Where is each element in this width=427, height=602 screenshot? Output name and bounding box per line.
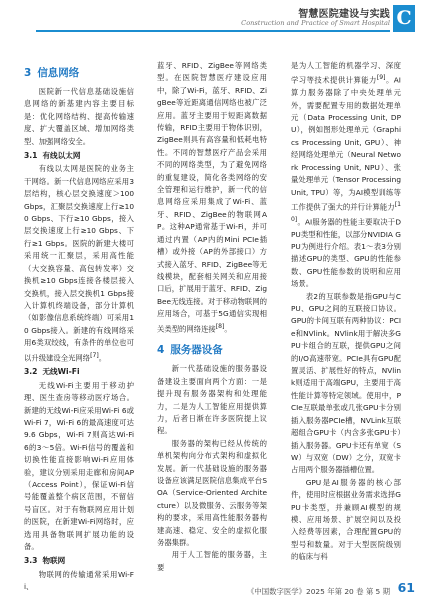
section-heading-4 [157, 343, 267, 357]
text-column-2 [157, 60, 267, 574]
paragraph: GPU是AI服务器的核心部件，使用时应根据业务需求选择GPU卡类型，并兼顾AI模型的规模、应用场景、扩展空间以及投入经费等因素，合理配置GPU的型号和数量。对于大型医院级别的临床与科 [291, 477, 401, 562]
journal-citation: 《中国数字医学》2025 年第 20 卷 第 5 期 [246, 587, 390, 596]
section-heading-3 [24, 66, 134, 80]
paragraph-text: 。AI服务器的性能主要取决于DPU类型和性能，以部分NVIDIA GPU为例进行介绍。表1～表3分别描述GPU的类型、GPU的性能参数、GPU性能参数的说明和应用场景。 [291, 217, 401, 289]
subsection-title: 无线Wi-Fi [42, 367, 80, 377]
text-column-1 [24, 60, 134, 594]
page-number: 61 [397, 580, 415, 595]
paragraph: 物联网的传输通常采用Wi-Fi、 [24, 569, 134, 592]
paragraph [24, 163, 134, 364]
journal-section-title: 智慧医院建设与实践 [298, 9, 390, 20]
paragraph: 无线Wi-Fi主要用于移动护理、医生查房等移动医疗场合。新建的无线Wi-Fi应采用Wi-Fi 6或Wi-Fi 7，Wi-Fi 6的最高速度可达9.6 Gbps，Wi-Fi 7则高达Wi-Fi 6的3～5倍。Wi-Fi信号的覆盖和切换性能直接影响Wi-Fi应用体验，建议分别采用走廊和房间AP（Access Point），保证Wi-Fi信号能覆盖整个病区范围，不留信号盲区。对于有物联网应用计划的医院，在新建Wi-Fi网络时，应选用具备物联网扩展功能的设备。 [24, 380, 134, 552]
section-title: 服务器设备 [170, 344, 223, 357]
journal-section-subtitle: Construction and Practice of Smart Hospital [241, 19, 390, 27]
paragraph: 医院新一代信息基础设施信息网络的新基建内容主要目标是：优化网络结构、提高传输速度、扩大覆盖区域、增加网络类型、加强网络安全。 [24, 87, 134, 146]
section-number: 3 [24, 67, 32, 79]
subsection-heading-3-3 [24, 555, 134, 567]
paragraph-end: 。 [98, 352, 107, 362]
paragraph-text: 蓝牙、RFID、ZigBee等网络类型。在医院智慧医疗建设应用中，除了Wi-Fi，蓝牙、RFID、ZigBee等近距离通信网络也被广泛应用。蓝牙主要用于短距离数据传输，RFID主要用于物体识别，ZigBee则具有高容量和低耗电特性。不同的智慧医疗产品会采用不同的网络类型，为了避免网络的重复建设，简化各类网络的安全管理和运行维护，新一代的信息网络应采用集成了Wi-Fi、蓝牙、RFID、ZigBee的物联网AP。这种AP通常基于Wi-Fi，并可通过内置（AP内的Mini PCIe插槽）或外接（AP的外部接口）方式接入蓝牙、RFID、ZigBee等无线模块，配套相关网关和应用接口后，扩展用于蓝牙、RFID、ZigBee无线连接。对于移动物联网的应用场合，可基于5G通信实现相关类型的网络连接 [157, 61, 267, 333]
citation-ref[interactable]: [10] [291, 200, 401, 223]
section-logo-icon: C [393, 5, 415, 32]
citation-ref[interactable]: [8] [215, 322, 225, 330]
paragraph: 服务器的架构已经从传统的单机架构向分布式架构和虚拟化发展。新一代基础设施的服务器设备应该满足医院信息集成平台SOA（Service-Oriented Architecture）以及微服务、云服务等架构的要求，采用高性能服务器构建高速、稳定、安全的虚拟化服务器集群。 [157, 438, 267, 548]
section-title: 信息网络 [37, 67, 80, 79]
paragraph: 表2的互联参数是指GPU与CPU、GPU之间的互联接口协议。GPU的卡间互联有两种协议：PCIe和NVlink。NVlink用于解决多GPU卡组合的互联，提供GPU之间的I/O高速带宽。PCIe具有GPU配置灵活、扩展性好的特点，NVlink则适用于高端GPU，主要用于高性能计算等特定领域。使用中，PCIe互联最单张或几张GPU卡分别插入服务器PCIe槽，NVLink互联超组合GPU卡（内含多张GPU卡）插入服务器。GPU卡还有单宽（SW）与双宽（DW）之分，双宽卡占用两个服务器插槽位置。 [291, 291, 401, 475]
section-number: 4 [157, 344, 165, 357]
text-column-3 [291, 60, 401, 564]
paragraph-text: 是为人工智能的机器学习、深度学习等技术提供计算能力 [291, 61, 401, 85]
paragraph [291, 60, 401, 291]
subsection-title: 物联网 [42, 556, 66, 566]
subsection-number: 3.2 [24, 367, 38, 377]
paragraph [157, 60, 267, 335]
citation-ref[interactable]: [9] [376, 74, 386, 82]
paragraph-text: 有线以太网是医院的业务主干网络。新一代信息网络应采用3层结构，核心层交换速度＞100 Gbps，汇聚层交换速度上行≥100 Gbps、下行≥10 Gbps，接入层交换速度上行≥10 Gbps、下行≥1 Gbps。医院的新建大楼可采用统一汇聚层，采用高性能（大交换容量、高包转发率）交换机≥10 Gbps连接各楼层接入交换机，接入层交换机1 Gbps接入计算机终端设备，部分计算机（如影像信息系统终端）可采用10 Gbps接入。新建的有线网络采用6类双绞线，有条件的单位也可以升级建设全光网络 [24, 164, 134, 362]
subsection-number: 3.3 [24, 556, 38, 566]
subsection-number: 3.1 [24, 151, 38, 161]
subsection-title: 有线以太网 [42, 151, 81, 161]
subsection-heading-3-1 [24, 150, 134, 162]
paragraph: 用于人工智能的服务器，主要 [157, 550, 267, 572]
subsection-heading-3-2 [24, 366, 134, 378]
paragraph-end: 。 [224, 323, 232, 333]
paragraph: 新一代基础设施的服务器设备建设主要面向两个方面：一是提升现有服务器架构和处理能力，二是为人工智能应用提供算力，后者日渐在许多医院提上议程。 [157, 364, 267, 436]
citation-ref[interactable]: [7] [90, 351, 99, 359]
paragraph-text: 。AI算力服务器除了中央处理单元外，需要配置专用的数据处理单元（Data Processing Unit, DPU），例如图形处理单元（Graphics Processing Unit, GPU）、神经网络处理单元（Neural Network Processing Unit, NPU）、张量处理单元（Tensor Processing Unit, TPU）等，为AI模型训练等工作提供了强大的并行计算能力 [291, 75, 401, 212]
header-rule [36, 30, 390, 32]
